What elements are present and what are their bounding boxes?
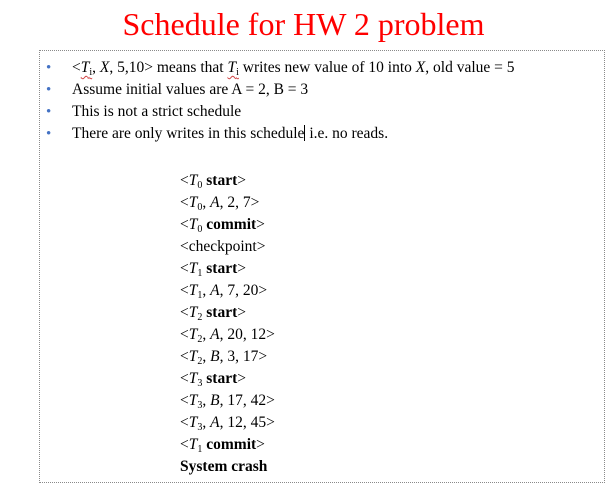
log-record: $<T_0$, A, 2, 7>	[180, 194, 260, 213]
slide-title: Schedule for HW 2 problem	[122, 6, 485, 42]
log-record: $<T_3$ start>	[180, 370, 246, 389]
log-record: $<T_0$ commit>	[180, 216, 265, 235]
bullet-only-writes: • There are only writes in this schedule i.e. no reads.	[46, 123, 515, 145]
log-record: $<T_1$ start>	[180, 260, 246, 279]
log-record: $<T_2$, A, 20, 12>	[180, 326, 275, 345]
log-record: $<T_3$, B, 17, 42>	[180, 392, 275, 411]
log-record: $<T_1$ commit>	[180, 436, 265, 455]
bullet-dot-icon: •	[46, 82, 52, 98]
log-record: $<T_0$ start>	[180, 172, 246, 191]
log-record: $<T_3$, A, 12, 45>	[180, 414, 275, 433]
log-schedule	[180, 170, 275, 478]
log-record: $<T_1$, A, 7, 20>	[180, 282, 268, 301]
log-record: <checkpoint>	[180, 238, 266, 255]
bullet-dot-icon: •	[46, 126, 52, 142]
log-record: $<T_2$, B, 3, 17>	[180, 348, 268, 367]
bullet-initial-values: • Assume initial values are A = 2, B = 3	[46, 79, 515, 101]
bullet-dot-icon: •	[46, 104, 52, 120]
log-record: $<T_2$ start>	[180, 304, 246, 323]
bullet-not-strict: • This is not a strict schedule	[46, 101, 515, 123]
bullet-dot-icon: •	[46, 60, 52, 76]
bullet-list	[46, 57, 515, 145]
system-crash-label: System crash	[180, 458, 268, 475]
bullet-notation: • $<T_i$, X, 5,10> means that $T_i$ writes new value of 10 into X, old value = 5	[46, 59, 515, 78]
